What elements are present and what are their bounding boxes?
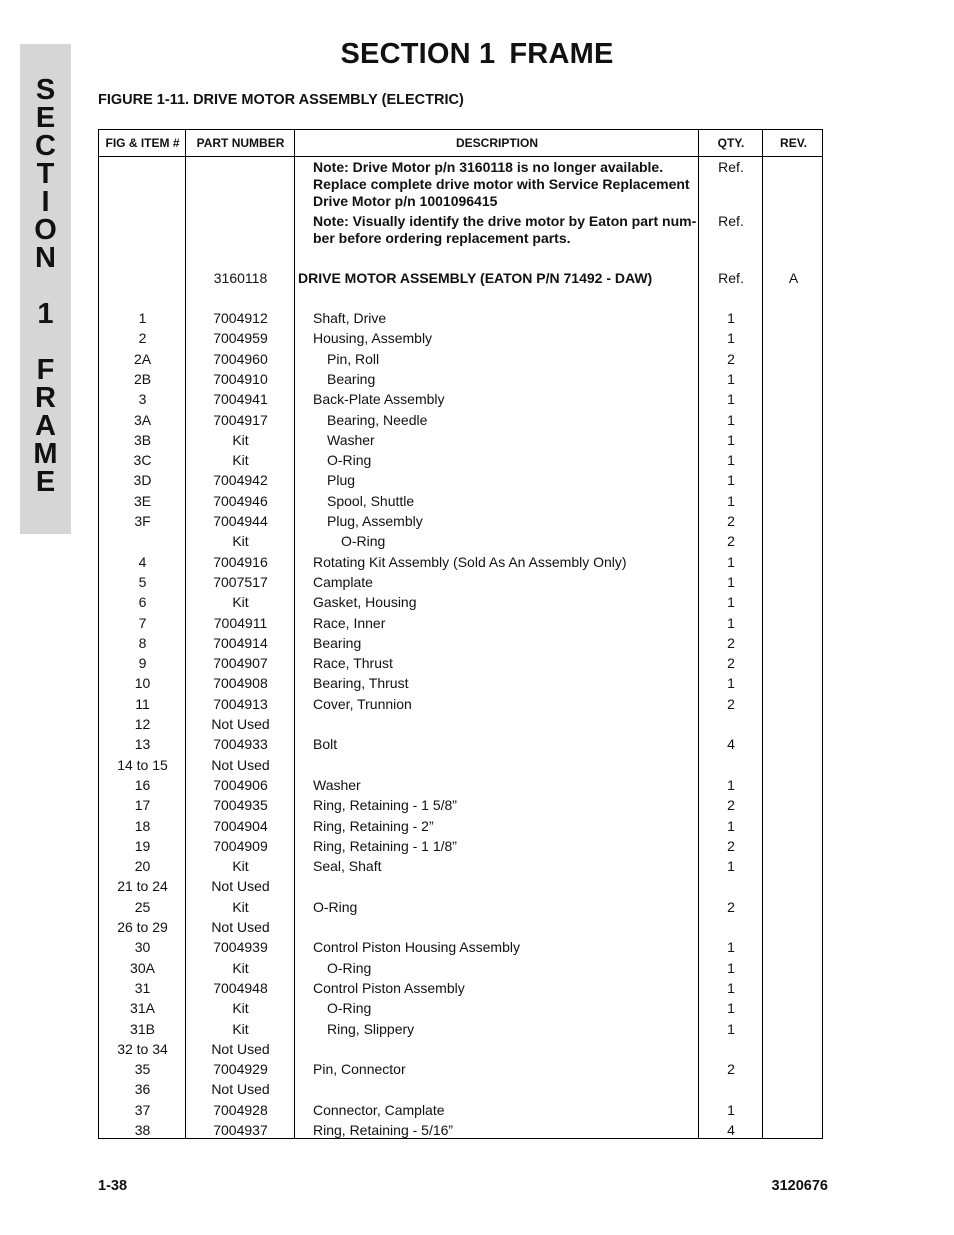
quantity: 1 [727, 472, 735, 489]
fig-number: 9 [138, 655, 147, 672]
quantity: 2 [727, 513, 735, 529]
part-number: Kit [232, 959, 249, 976]
fig-number: 3D [133, 472, 152, 489]
fig-number: 21 to 24 [117, 878, 168, 895]
description: Plug, Assembly [327, 513, 423, 529]
description: Connector, Camplate [313, 1101, 445, 1118]
fig-number: 14 to 15 [117, 756, 168, 773]
side-tab-letter: M [33, 438, 58, 470]
description: Race, Thrust [313, 655, 393, 672]
fig-number: 3C [133, 452, 152, 469]
quantity: 1 [727, 553, 735, 570]
description: Ring, Retaining - 1 5/8” [313, 797, 457, 814]
note-qty: Ref. [718, 159, 744, 175]
part-number: 7004929 [213, 1061, 268, 1078]
part-number: Kit [232, 594, 249, 611]
side-tab-letter: F [36, 354, 55, 386]
quantity: 1 [727, 1000, 735, 1017]
side-tab-letter: S [35, 74, 56, 106]
fig-number: 7 [138, 614, 147, 631]
fig-number: 11 [135, 695, 150, 712]
part-number: Not Used [211, 878, 270, 895]
description: Cover, Trunnion [313, 695, 412, 712]
fig-number: 30A [130, 959, 155, 976]
fig-number: 2 [138, 330, 147, 347]
description: O-Ring [327, 1000, 372, 1017]
part-number: 7004935 [213, 797, 268, 814]
part-number: 7007517 [213, 573, 268, 590]
quantity: 2 [727, 898, 735, 915]
description: Race, Inner [313, 614, 386, 631]
part-number: 7004941 [213, 391, 268, 408]
description: Housing, Assembly [313, 330, 433, 347]
fig-number: 17 [134, 797, 151, 814]
description: Spool, Shuttle [327, 492, 415, 509]
quantity: 1 [727, 675, 735, 692]
description: Back-Plate Assembly [313, 391, 445, 408]
description: Shaft, Drive [313, 310, 387, 326]
fig-number: 25 [134, 898, 151, 915]
part-number: Not Used [211, 756, 270, 773]
quantity: 1 [727, 1020, 735, 1037]
side-tab-letter: R [35, 382, 56, 414]
side-tab-letter [20, 328, 71, 356]
side-tab-letter: E [35, 102, 56, 134]
description: Bolt [313, 736, 338, 753]
fig-number: 1 [138, 310, 147, 326]
fig-number: 31 [134, 979, 151, 996]
description: O-Ring [327, 959, 372, 976]
part-number: 7004911 [213, 614, 268, 631]
quantity: 2 [727, 533, 735, 550]
side-tab-letter: 1 [37, 298, 54, 330]
note-line: Drive Motor p/n 1001096415 [313, 193, 498, 209]
fig-number: 26 to 29 [117, 919, 168, 935]
part-number: 7004960 [213, 350, 268, 367]
page-title [0, 38, 954, 71]
quantity: 4 [727, 1122, 735, 1138]
part-number: Not Used [211, 1040, 270, 1057]
part-number: 7004913 [213, 695, 268, 712]
col-header-desc: DESCRIPTION [455, 136, 538, 150]
quantity: 1 [727, 573, 735, 590]
document-number: 3120676 [771, 1178, 828, 1194]
description: Rotating Kit Assembly (Sold As An Assembly Only) [313, 553, 627, 570]
part-number: Kit [232, 858, 249, 875]
note [313, 213, 697, 247]
description: Ring, Retaining - 5/16” [313, 1122, 454, 1138]
quantity: 1 [727, 939, 735, 956]
quantity: 2 [727, 634, 735, 651]
description: O-Ring [341, 533, 386, 550]
fig-number: 19 [134, 837, 151, 854]
parts-table [98, 129, 823, 1139]
fig-number: 4 [138, 553, 147, 570]
part-number: 7004933 [213, 736, 268, 753]
quantity: 1 [727, 614, 735, 631]
quantity: 2 [727, 837, 735, 854]
side-tab-letter: E [35, 466, 56, 498]
fig-number: 36 [134, 1081, 151, 1098]
description: O-Ring [313, 898, 358, 915]
quantity: 1 [727, 431, 735, 448]
fig-number: 2A [133, 350, 152, 367]
part-number: 7004910 [213, 370, 268, 387]
part-number: 7004937 [213, 1122, 268, 1138]
description: Ring, Retaining - 2” [313, 817, 434, 834]
part-number: Kit [232, 431, 249, 448]
part-number: Kit [232, 452, 249, 469]
description: Pin, Roll [327, 350, 380, 367]
description: Pin, Connector [313, 1061, 406, 1078]
description: Washer [313, 776, 361, 793]
figure-title: FIGURE 1-11. DRIVE MOTOR ASSEMBLY (ELECTRIC) [98, 92, 464, 108]
part-number: 7004948 [213, 979, 268, 996]
description: Control Piston Housing Assembly [313, 939, 520, 956]
side-tab-letter: I [41, 186, 50, 218]
quantity: 4 [727, 736, 735, 753]
fig-number: 31B [130, 1020, 155, 1037]
fig-number: 3A [133, 411, 152, 428]
page-number: 1-38 [98, 1178, 128, 1194]
part-number: Not Used [211, 716, 270, 732]
description: Ring, Retaining - 1 1/8” [313, 837, 457, 854]
note-line: ber before ordering replacement parts. [313, 230, 571, 246]
part-number: 7004907 [213, 655, 268, 672]
quantity: 1 [727, 391, 735, 408]
description: Bearing, Thrust [313, 675, 409, 692]
note-line: Note: Drive Motor p/n 3160118 is no longer available. [313, 159, 664, 175]
fig-number: 38 [134, 1122, 151, 1138]
description: Bearing, Needle [327, 411, 428, 428]
part-number: Kit [232, 533, 249, 550]
part-number: 7004946 [213, 492, 268, 509]
description: Washer [327, 431, 375, 448]
description: Control Piston Assembly [313, 979, 465, 996]
fig-number: 31A [130, 1000, 155, 1017]
fig-number: 2B [133, 370, 152, 387]
description: O-Ring [327, 452, 372, 469]
quantity: 1 [727, 979, 735, 996]
part-number: 7004908 [213, 675, 268, 692]
part-number: 7004939 [213, 939, 268, 956]
description: Bearing [313, 634, 362, 651]
part-number: 7004912 [213, 310, 268, 326]
fig-number: 37 [134, 1101, 151, 1118]
col-header-part: PART NUMBER [196, 136, 285, 150]
fig-number: 20 [134, 858, 151, 875]
part-number: 7004916 [213, 553, 268, 570]
part-number: 7004904 [213, 817, 268, 834]
quantity: 1 [727, 858, 735, 875]
fig-number: 3F [134, 513, 151, 529]
description: Bearing [327, 370, 376, 387]
fig-number: 32 to 34 [117, 1040, 168, 1057]
quantity: 2 [727, 797, 735, 814]
quantity: 1 [727, 492, 735, 509]
table-header [99, 130, 822, 157]
assembly-description: DRIVE MOTOR ASSEMBLY (EATON P/N 71492 - DAW) [298, 270, 653, 286]
part-number: 7004959 [213, 330, 268, 347]
side-tab-letter: T [36, 158, 55, 190]
assembly-qty: Ref. [718, 270, 744, 286]
part-number: 7004909 [213, 837, 268, 854]
quantity: 2 [727, 695, 735, 712]
part-number: Not Used [211, 919, 270, 935]
side-tab-letter: C [35, 130, 56, 162]
side-tab-letter: O [34, 214, 57, 246]
section-label: SECTION 1 [340, 38, 496, 70]
fig-number: 3 [138, 391, 147, 408]
col-header-fig: FIG & ITEM # [105, 136, 180, 150]
col-header-rev: REV. [780, 136, 807, 150]
quantity: 2 [727, 350, 735, 367]
quantity: 1 [727, 330, 735, 347]
part-number: 7004944 [213, 513, 268, 529]
side-tab-letters [20, 76, 71, 496]
fig-number: 12 [134, 716, 151, 732]
part-number: 7004917 [213, 411, 268, 428]
note-line: Note: Visually identify the drive motor by Eaton part num- [313, 213, 697, 229]
description: Seal, Shaft [313, 858, 382, 875]
fig-number: 16 [134, 776, 151, 793]
description: Camplate [313, 573, 373, 590]
assembly-rev: A [788, 270, 799, 286]
part-number: 7004928 [213, 1101, 268, 1118]
description: Plug [327, 472, 356, 489]
note [313, 159, 697, 210]
part-number: 7004914 [213, 634, 268, 651]
quantity: 1 [727, 370, 735, 387]
side-tab-letter: N [35, 242, 56, 274]
part-number: 7004942 [213, 472, 268, 489]
fig-number: 13 [134, 736, 151, 753]
quantity: 1 [727, 594, 735, 611]
quantity: 1 [727, 817, 735, 834]
quantity: 1 [727, 1101, 735, 1118]
quantity: 2 [727, 655, 735, 672]
side-tab-letter: A [35, 410, 56, 442]
quantity: 1 [727, 452, 735, 469]
fig-number: 3B [133, 431, 152, 448]
quantity: 1 [727, 310, 735, 326]
part-number: Kit [232, 1020, 249, 1037]
fig-number: 10 [134, 675, 151, 692]
fig-number: 5 [138, 573, 147, 590]
part-number: Kit [232, 1000, 249, 1017]
side-tab-letter [20, 272, 71, 300]
part-number: Kit [232, 898, 249, 915]
assembly-part-number: 3160118 [213, 270, 268, 286]
quantity: 1 [727, 776, 735, 793]
note-line: Replace complete drive motor with Service Replacement [313, 176, 690, 192]
fig-number: 3E [133, 492, 152, 509]
fig-number: 8 [138, 634, 147, 651]
section-name: FRAME [509, 38, 614, 70]
fig-number: 35 [134, 1061, 151, 1078]
note-qty: Ref. [718, 213, 744, 229]
fig-number: 18 [134, 817, 151, 834]
fig-number: 30 [134, 939, 151, 956]
quantity: 2 [727, 1061, 735, 1078]
part-number: 7004906 [213, 776, 268, 793]
part-number: Not Used [211, 1081, 270, 1098]
quantity: 1 [727, 959, 735, 976]
fig-number: 6 [138, 594, 147, 611]
description: Gasket, Housing [313, 594, 417, 611]
quantity: 1 [727, 411, 735, 428]
description: Ring, Slippery [327, 1020, 415, 1037]
col-header-qty: QTY. [717, 136, 745, 150]
